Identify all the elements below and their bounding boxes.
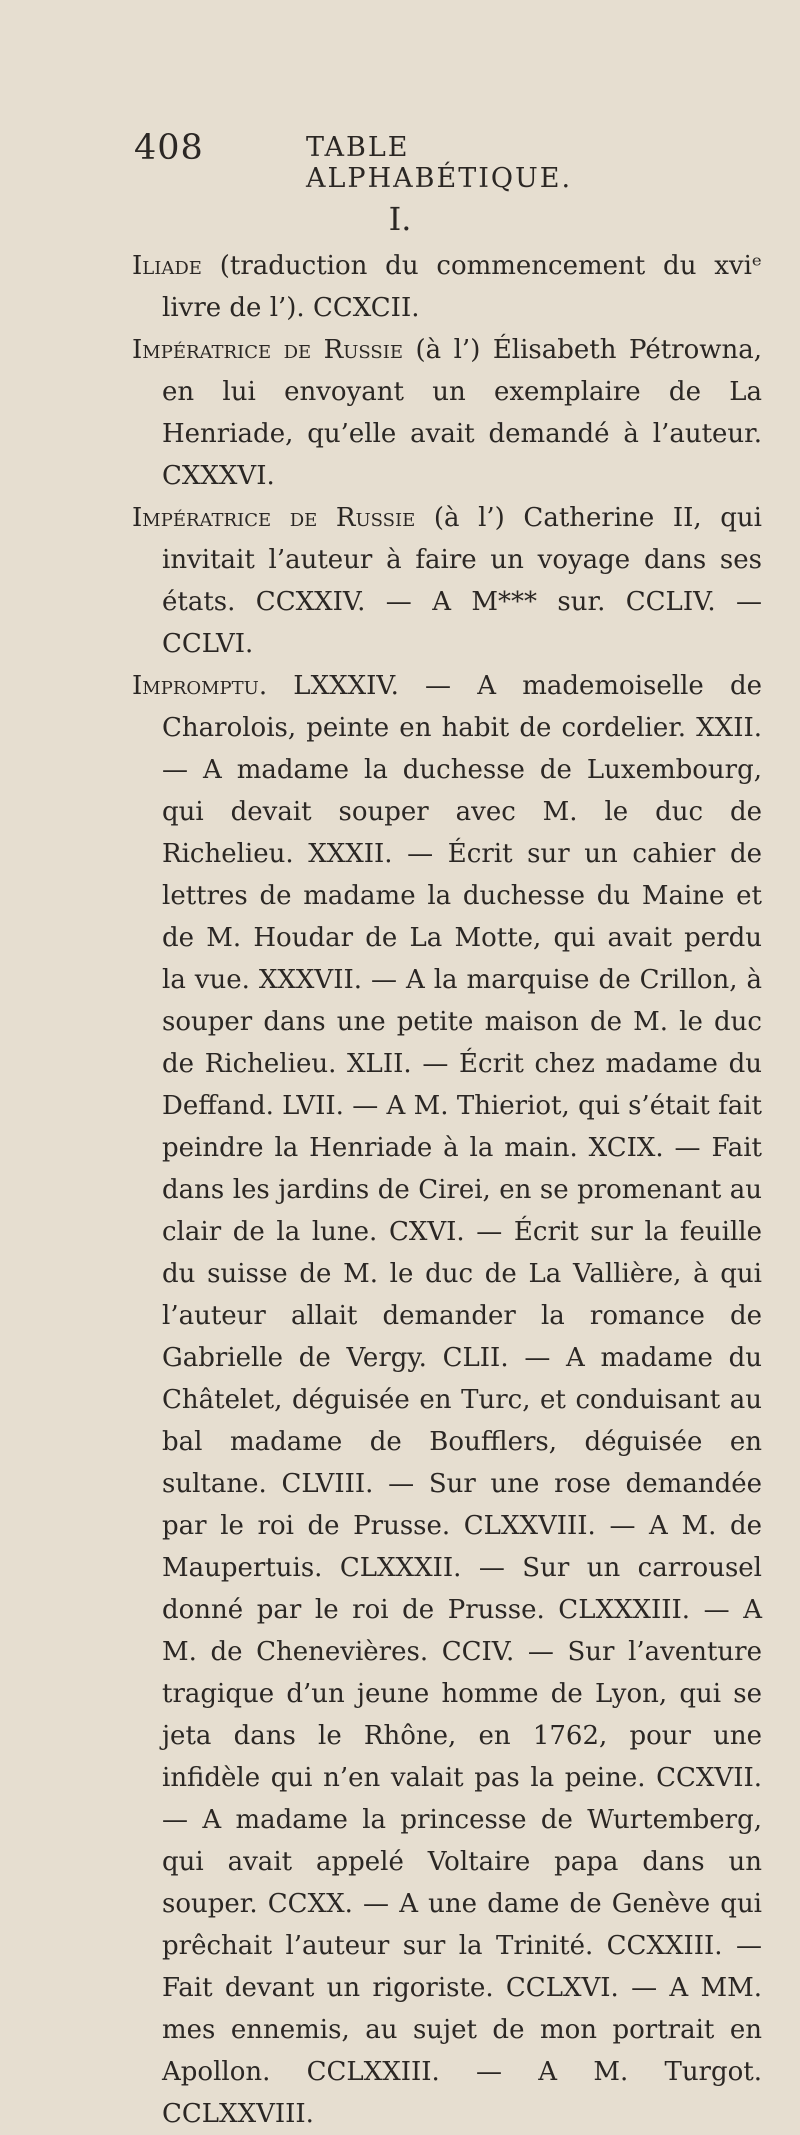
index-entry <box>132 665 762 2135</box>
entry-text: (à l’) Catherine II, qui invitait l’auteur à faire un voyage dans ses états. CCXXIV. — A M*** sur. CCLIV. — CCLVI. <box>162 503 762 659</box>
index-entries <box>132 245 762 2135</box>
entry-text: LXXXIV. — A mademoiselle de Charolois, peinte en habit de cordelier. XXII. — A madame la duchesse de Luxembourg, qui devait souper avec M. le duc de Richelieu. XXXII. — Écrit sur un cahier de lettres de madame la duchesse du Maine et de M. Houdar de La Motte, qui avait perdu la vue. XXXVII. — A la marquise de Crillon, à souper dans une petite maison de M. le duc de Richelieu. XLII. — Écrit chez madame du Deffand. LVII. — A M. Thieriot, qui s’était fait peindre la Henriade à la main. XCIX. — Fait dans les jardins de Cirei, en se promenant au clair de la lune. CXVI. — Écrit sur la feuille du suisse de M. le duc de La Vallière, à qui l’auteur allait demander la romance de Gabrielle de Vergy. CLII. — A madame du Châtelet, déguisée en Turc, et conduisant au bal madame de Boufflers, déguisée en sultane. CLVIII. — Sur une rose demandée par le roi de Prusse. CLXXVIII. — A M. de Maupertuis. CLXXXII. — Sur un carrousel donné par le roi de Prusse. CLXXXIII. — A M. de Chenevières. CCIV. — Sur l’aventure tragique d’un jeune homme de Lyon, qui se jeta dans le Rhône, en 1762, pour une infidèle qui n’en valait pas la peine. CCXVII. — A madame la princesse de Wurtemberg, qui avait appelé Voltaire papa dans un souper. CCXX. — A une dame de Genève qui prêchait l’auteur sur la Trinité. CCXXIII. — Fait devant un rigoriste. CCLXVI. — A MM. mes ennemis, au sujet de mon portrait en Apollon. CCLXXIII. — A M. Turgot. CCLXXVIII. <box>162 671 762 2129</box>
entry-text: (à l’) Élisabeth Pétrowna, en lui envoyant un exemplaire de La Henriade, qu’elle avait demandé à l’auteur. CXXXVI. <box>162 335 762 491</box>
entry-headword: Impromptu. <box>132 671 268 701</box>
page-number: 408 <box>134 128 204 168</box>
entry-headword: Impératrice de Russie <box>132 503 416 533</box>
index-entry <box>132 245 762 329</box>
entry-headword: Impératrice de Russie <box>132 335 403 365</box>
running-title: TABLE ALPHABÉTIQUE. <box>306 132 573 194</box>
index-entry <box>132 497 762 665</box>
entry-text: (traduction du commencement du xviᵉ livre de l’). CCXCII. <box>162 251 762 323</box>
page-header <box>134 128 680 194</box>
entry-headword: Iliade <box>132 251 202 281</box>
section-letter: I. <box>388 200 412 238</box>
index-entry <box>132 329 762 497</box>
